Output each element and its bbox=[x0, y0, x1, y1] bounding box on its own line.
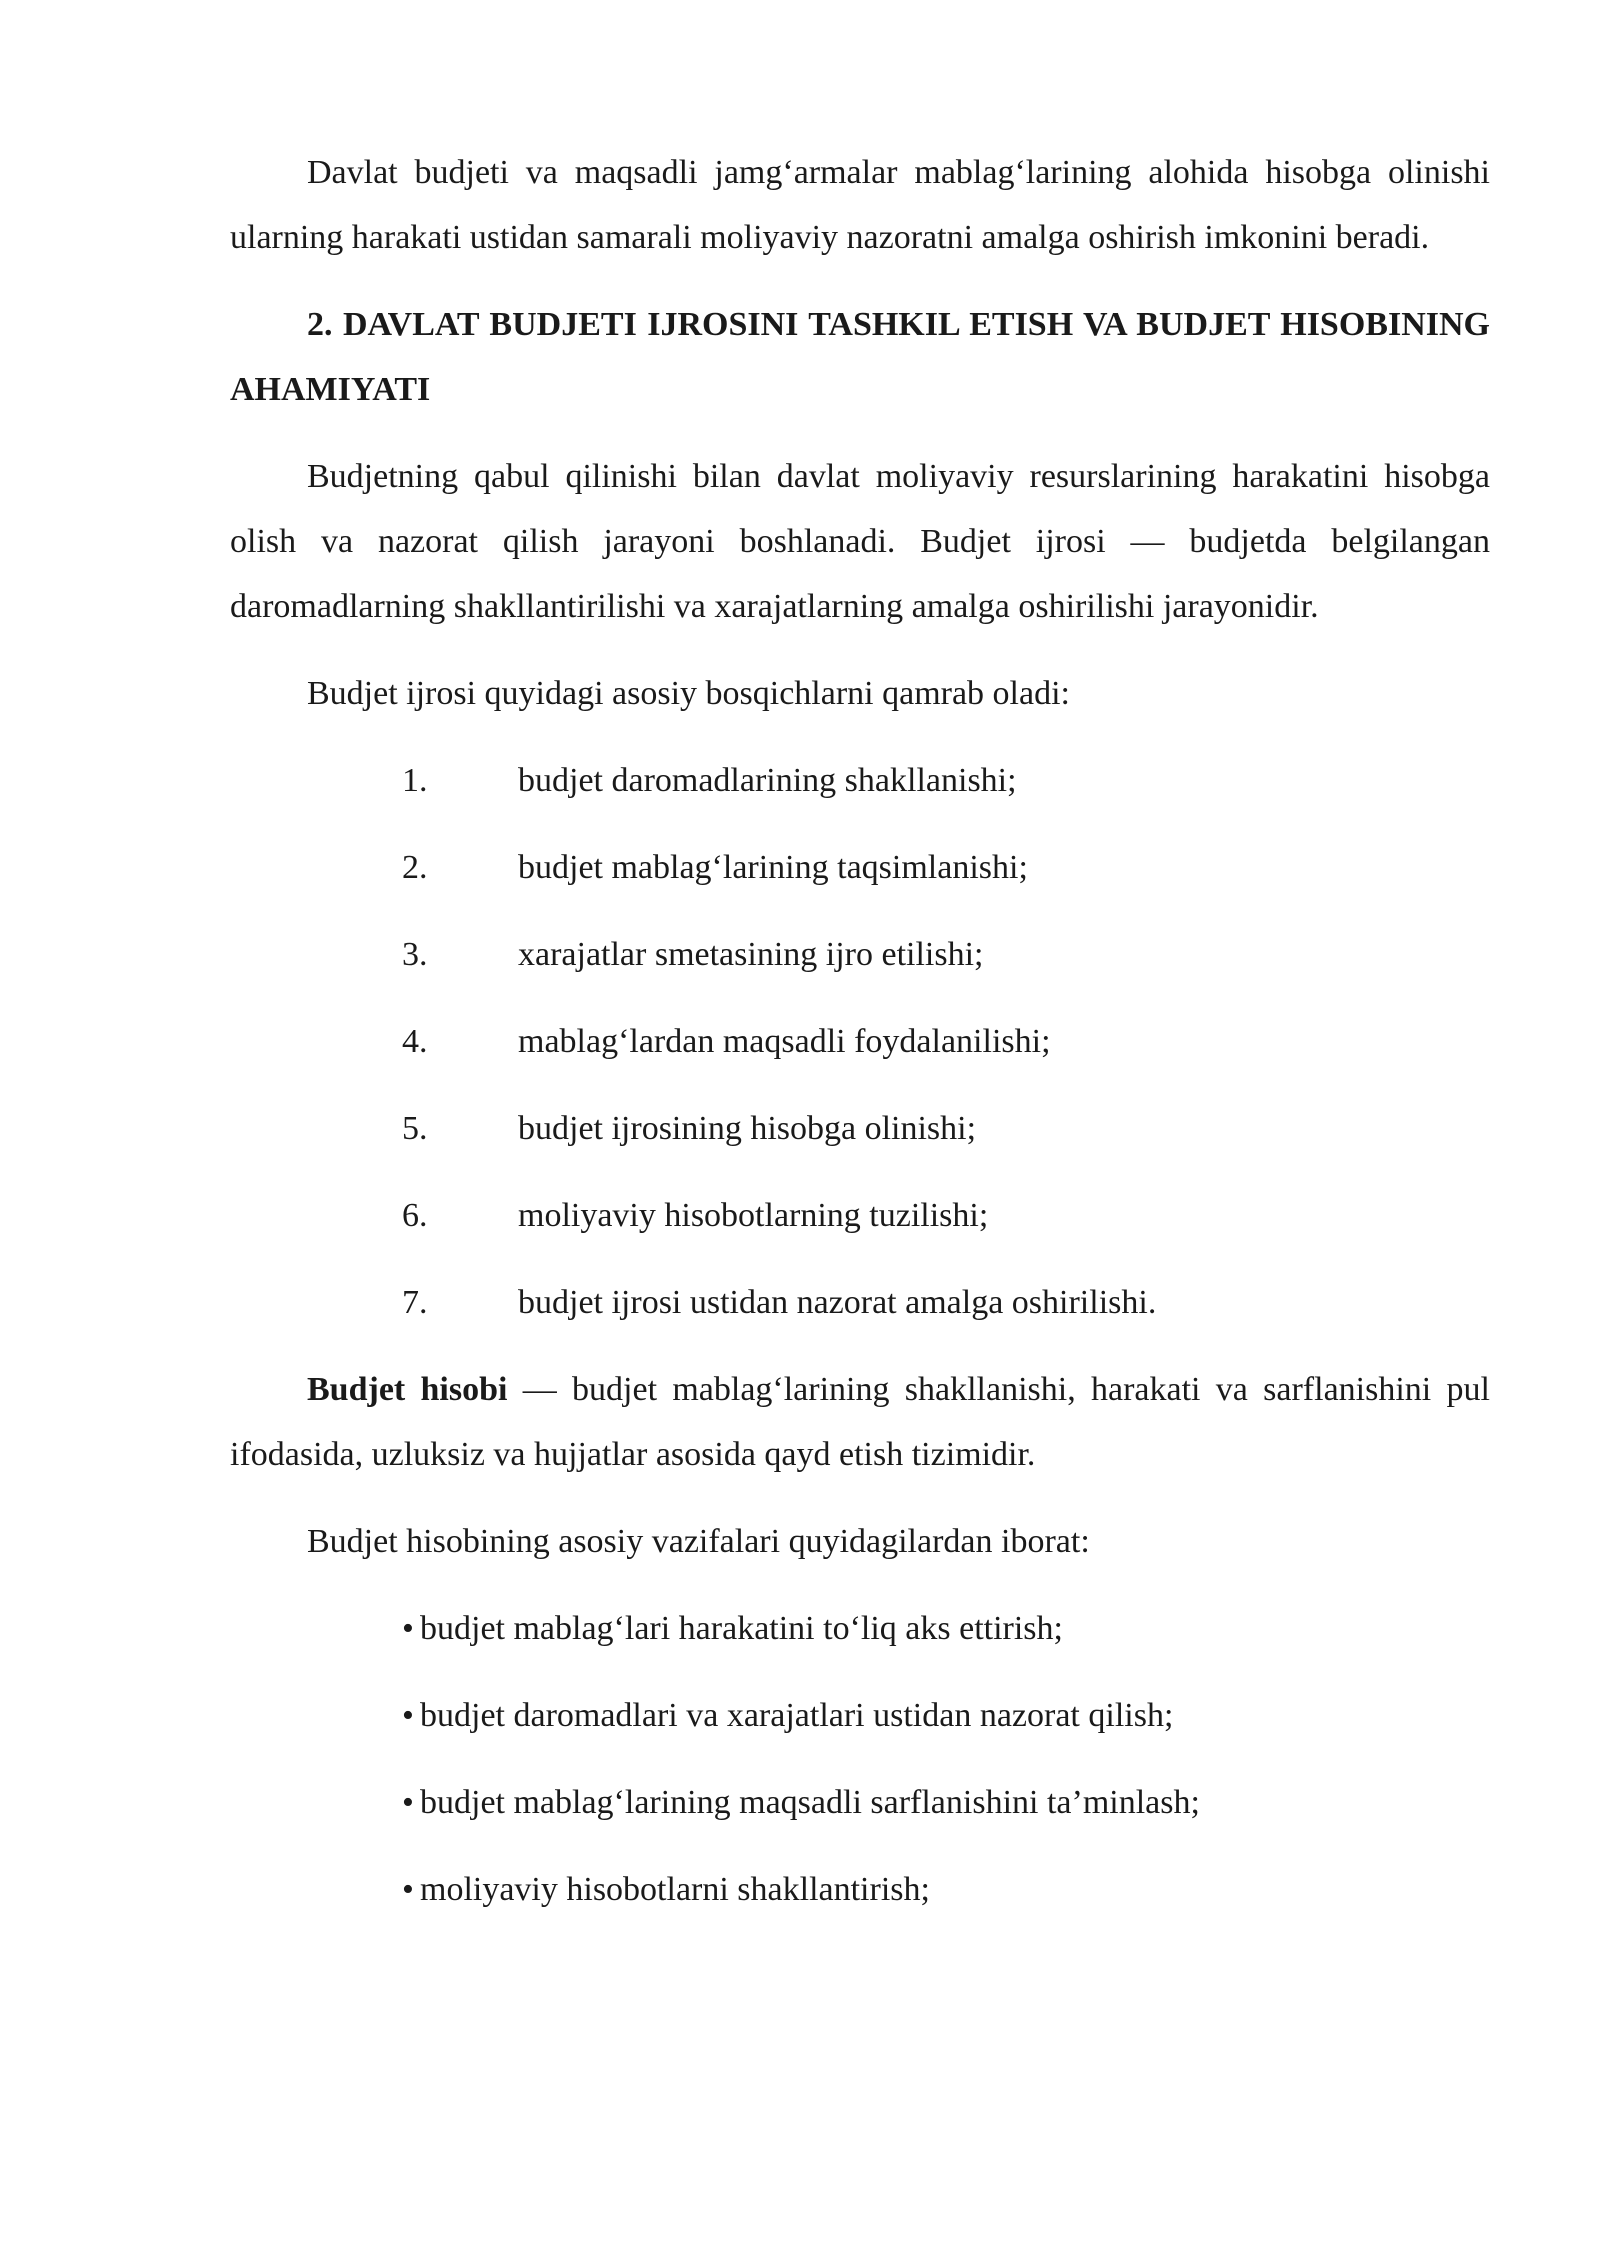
list-item bbox=[230, 748, 1490, 813]
list-item bbox=[230, 1683, 1490, 1748]
list-item-text: budjet mablag‘lari harakatini to‘liq aks ettirish; bbox=[420, 1610, 1063, 1647]
list-item-text: budjet daromadlari va xarajatlari ustidan nazorat qilish; bbox=[420, 1697, 1174, 1734]
list-number: 3. bbox=[402, 936, 428, 973]
list-number: 2. bbox=[402, 849, 428, 886]
list-item bbox=[230, 922, 1490, 987]
list-number: 4. bbox=[402, 1023, 428, 1060]
paragraph-budget-accounting-definition bbox=[230, 1357, 1490, 1487]
bullet-icon: • bbox=[402, 1784, 414, 1821]
bullet-icon: • bbox=[402, 1610, 414, 1647]
stages-list bbox=[230, 748, 1490, 1335]
list-item-text: budjet mablag‘larining taqsimlanishi; bbox=[518, 849, 1028, 886]
list-item-text: budjet mablag‘larining maqsadli sarflanishini ta’minlash; bbox=[420, 1784, 1200, 1821]
list-item bbox=[230, 1183, 1490, 1248]
list-number: 1. bbox=[402, 762, 428, 799]
list-item-text: budjet ijrosi ustidan nazorat amalga oshirilishi. bbox=[518, 1284, 1157, 1321]
paragraph-tasks-intro: Budjet hisobining asosiy vazifalari quyidagilardan iborat: bbox=[307, 1523, 1090, 1560]
list-item-text: budjet ijrosining hisobga olinishi; bbox=[518, 1110, 977, 1147]
list-item bbox=[230, 1596, 1490, 1661]
bullet-icon: • bbox=[402, 1871, 414, 1908]
list-item bbox=[230, 835, 1490, 900]
bullet-icon: • bbox=[402, 1697, 414, 1734]
list-item-text: moliyaviy hisobotlarni shakllantirish; bbox=[420, 1871, 930, 1908]
list-item-text: budjet daromadlarining shakllanishi; bbox=[518, 762, 1017, 799]
paragraph-budget-execution: Budjetning qabul qilinishi bilan davlat moliyaviy resurslarining harakatini hisobga olish va nazorat qilish jarayoni boshlanadi. Budjet ijrosi — budjetda belgilangan daromadlarning shakllantirilishi va xarajatlarning amalga oshirilishi jarayonidir. bbox=[230, 458, 1490, 625]
list-item bbox=[230, 1096, 1490, 1161]
list-number: 6. bbox=[402, 1197, 428, 1234]
document-page bbox=[230, 140, 1490, 1944]
list-item-text: moliyaviy hisobotlarning tuzilishi; bbox=[518, 1197, 989, 1234]
list-item bbox=[230, 1770, 1490, 1835]
tasks-list bbox=[230, 1596, 1490, 1922]
paragraph-stages-intro: Budjet ijrosi quyidagi asosiy bosqichlarni qamrab oladi: bbox=[307, 675, 1070, 712]
list-item-text: mablag‘lardan maqsadli foydalanilishi; bbox=[518, 1023, 1051, 1060]
list-item bbox=[230, 1857, 1490, 1922]
section-heading: 2. DAVLAT BUDJETI IJROSINI TASHKIL ETISH VA BUDJET HISOBINING AHAMIYATI bbox=[230, 306, 1490, 408]
definition-text: — budjet mablag‘larining shakllanishi, harakati va sarflanishini pul ifodasida, uzluksiz va hujjatlar asosida qayd etish tizimidir. bbox=[230, 1371, 1490, 1473]
list-number: 7. bbox=[402, 1284, 428, 1321]
defined-term: Budjet hisobi bbox=[307, 1371, 508, 1408]
paragraph-intro: Davlat budjeti va maqsadli jamg‘armalar mablag‘larining alohida hisobga olinishi ularning harakati ustidan samarali moliyaviy nazoratni amalga oshirish imkonini beradi. bbox=[230, 154, 1490, 256]
list-number: 5. bbox=[402, 1110, 428, 1147]
list-item bbox=[230, 1270, 1490, 1335]
list-item-text: xarajatlar smetasining ijro etilishi; bbox=[518, 936, 984, 973]
list-item bbox=[230, 1009, 1490, 1074]
